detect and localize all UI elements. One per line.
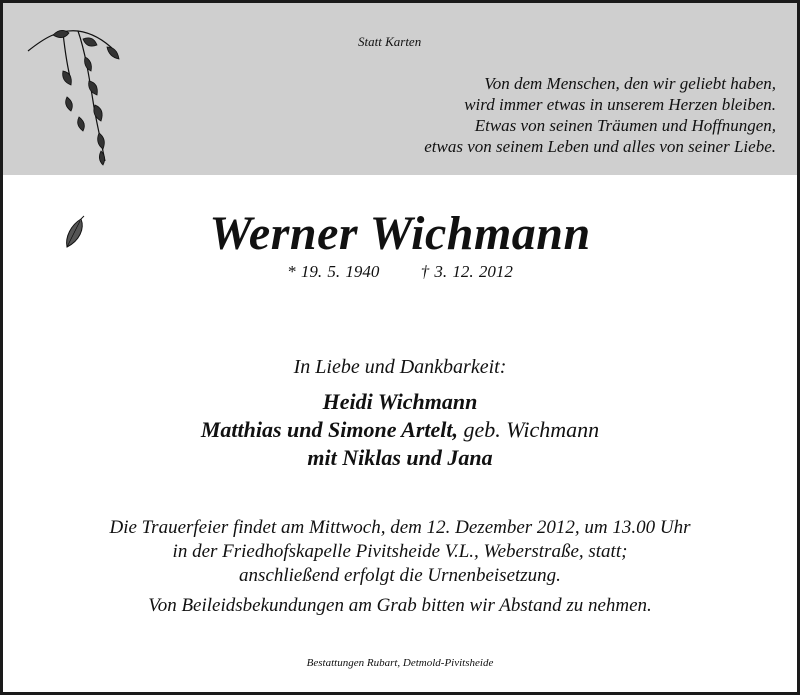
mourners-intro: In Liebe und Dankbarkeit: [293, 356, 507, 378]
deceased-name: Werner Wichmann [209, 207, 591, 260]
memorial-quote [424, 73, 776, 157]
birth-date: * 19. 5. 1940 [287, 262, 380, 281]
mourner-line: Heidi Wichmann [322, 389, 478, 414]
header-band [3, 3, 797, 175]
mourner-birth-name: geb. Wichmann [458, 417, 600, 442]
mourner-line: mit Niklas und Jana [307, 445, 493, 470]
condolence-note: Von Beileidsbekundungen am Grab bitten wir Abstand zu nehmen. [148, 595, 652, 616]
birch-branch-icon [23, 21, 133, 171]
death-date: † 3. 12. 2012 [420, 262, 513, 281]
mourner-line: Matthias und Simone Artelt, [200, 417, 458, 442]
funeral-line: Die Trauerfeier findet am Mittwoch, dem 12. Dezember 2012, um 13.00 Uhr [109, 517, 691, 538]
quote-line: etwas von seinem Leben und alles von seiner Liebe. [424, 137, 776, 156]
quote-line: wird immer etwas in unserem Herzen bleiben. [464, 95, 776, 114]
mourners-list [3, 388, 797, 472]
funeral-line: anschließend erfolgt die Urnenbeisetzung. [239, 565, 561, 586]
funeral-details [3, 516, 797, 618]
undertaker-credit: Bestattungen Rubart, Detmold-Pivitsheide [306, 657, 494, 669]
statt-karten-label: Statt Karten [358, 34, 422, 49]
quote-line: Etwas von seinen Träumen und Hoffnungen, [474, 116, 776, 135]
quote-line: Von dem Menschen, den wir geliebt haben, [484, 74, 776, 93]
funeral-line: in der Friedhofskapelle Pivitsheide V.L., Weberstraße, statt; [172, 541, 628, 562]
life-dates [3, 262, 797, 282]
